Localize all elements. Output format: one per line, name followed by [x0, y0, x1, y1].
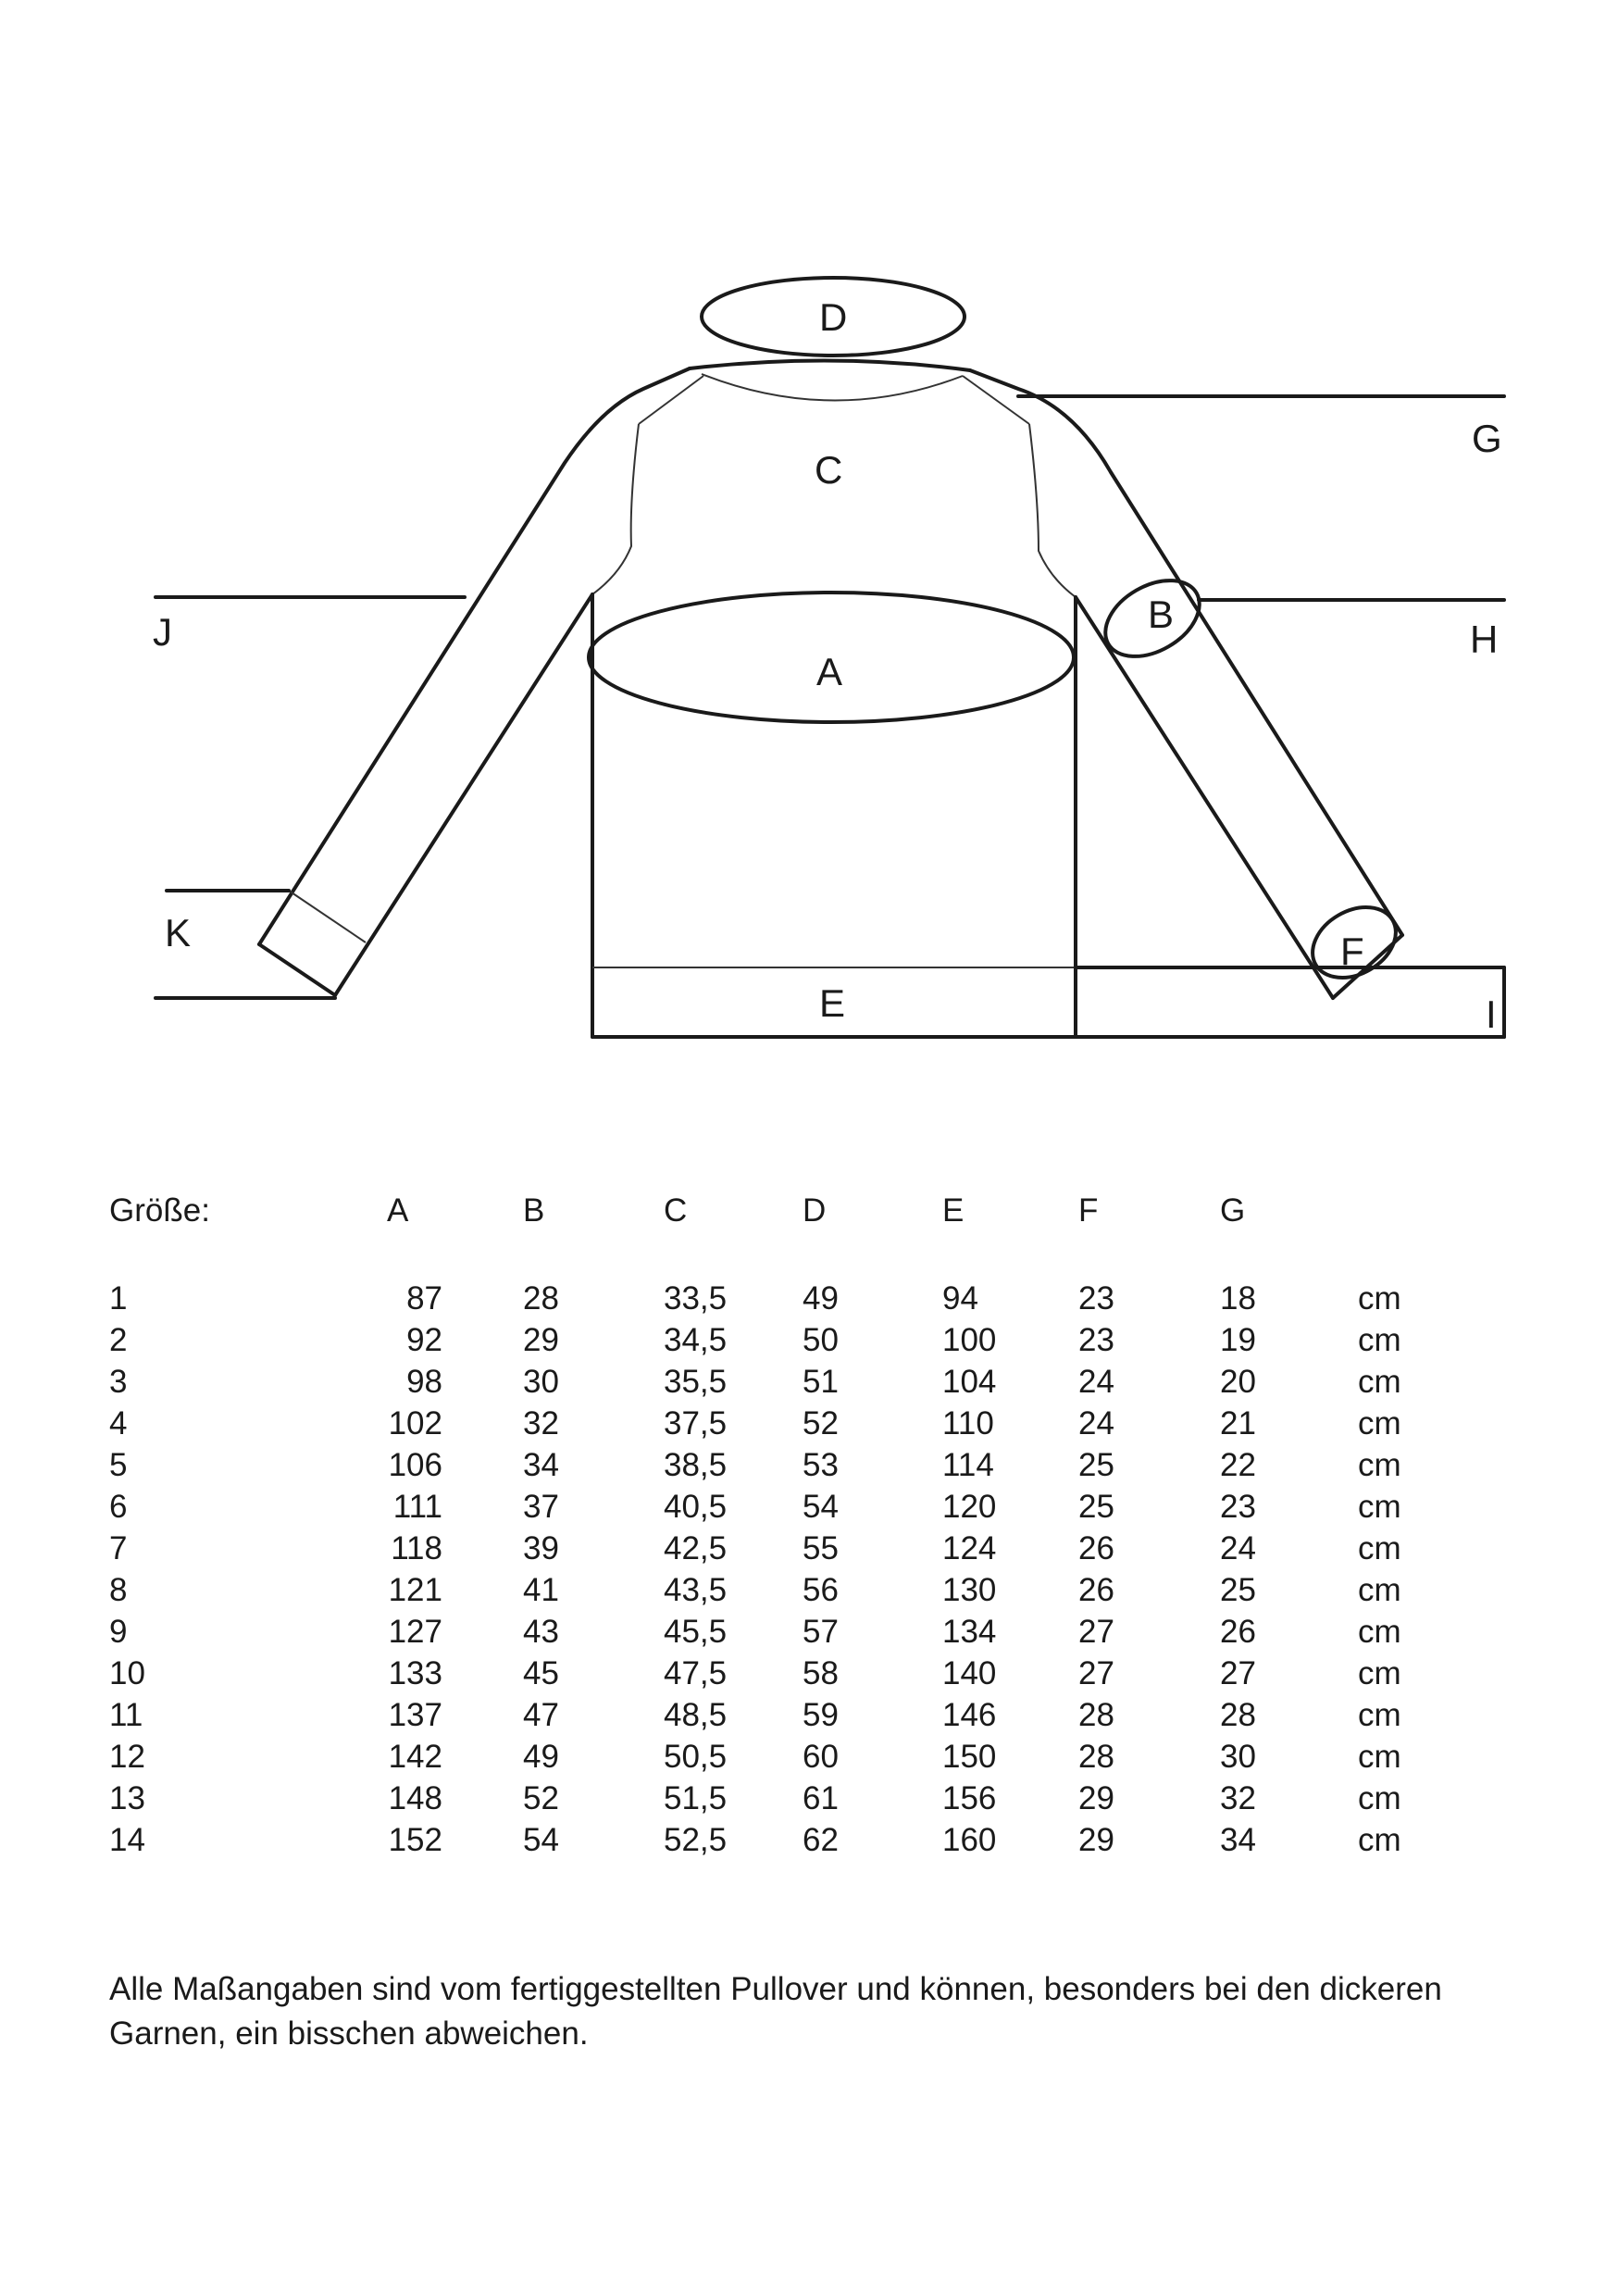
cell-d: 58 [803, 1655, 839, 1691]
cell-d: 50 [803, 1322, 839, 1358]
cell-unit: cm [1358, 1572, 1401, 1608]
label-a: A [816, 650, 843, 693]
cell-e: 160 [942, 1822, 997, 1858]
cell-d: 61 [803, 1780, 839, 1816]
cell-f: 25 [1078, 1489, 1114, 1525]
cell-d: 49 [803, 1280, 839, 1316]
cell-g: 27 [1220, 1655, 1256, 1691]
cell-a: 137 [388, 1697, 442, 1733]
cell-a: 87 [406, 1280, 442, 1316]
cell-unit: cm [1358, 1739, 1401, 1775]
cell-unit: cm [1358, 1655, 1401, 1691]
cell-d: 55 [803, 1530, 839, 1566]
cell-unit: cm [1358, 1405, 1401, 1441]
cell-b: 41 [523, 1572, 559, 1608]
cell-c: 34,5 [664, 1322, 728, 1358]
cell-a: 92 [406, 1322, 442, 1358]
cell-a: 121 [388, 1572, 442, 1608]
cell-unit: cm [1358, 1280, 1401, 1316]
cell-size: 10 [109, 1655, 145, 1691]
cell-e: 134 [942, 1614, 997, 1650]
cell-a: 142 [388, 1739, 442, 1775]
cell-f: 29 [1078, 1780, 1114, 1816]
cell-a: 98 [406, 1364, 442, 1400]
cell-f: 29 [1078, 1822, 1114, 1858]
table-row [0, 1736, 1618, 1778]
cell-g: 20 [1220, 1364, 1256, 1400]
cell-c: 48,5 [664, 1697, 728, 1733]
cell-size: 1 [109, 1280, 128, 1316]
cell-e: 110 [942, 1405, 994, 1441]
cell-size: 4 [109, 1405, 128, 1441]
cell-c: 37,5 [664, 1405, 728, 1441]
cell-g: 23 [1220, 1489, 1256, 1525]
cell-f: 26 [1078, 1530, 1114, 1566]
cell-g: 25 [1220, 1572, 1256, 1608]
table-row [0, 1653, 1618, 1694]
header-f: F [1078, 1192, 1099, 1229]
cell-size: 12 [109, 1739, 145, 1775]
cell-d: 56 [803, 1572, 839, 1608]
cell-f: 26 [1078, 1572, 1114, 1608]
cell-c: 40,5 [664, 1489, 728, 1525]
cell-e: 150 [942, 1739, 997, 1775]
cell-f: 27 [1078, 1614, 1114, 1650]
cell-unit: cm [1358, 1822, 1401, 1858]
label-k: K [165, 911, 192, 955]
measurement-note: Alle Maßangaben sind vom fertiggestellten Pullover und können, besonders bei den dickeren Garnen, ein bisschen abweichen. [109, 1971, 1442, 2052]
cell-a: 133 [388, 1655, 442, 1691]
cell-f: 23 [1078, 1280, 1114, 1316]
cell-e: 140 [942, 1655, 997, 1691]
cell-d: 62 [803, 1822, 839, 1858]
cell-size: 2 [109, 1322, 128, 1358]
cell-g: 32 [1220, 1780, 1256, 1816]
cell-unit: cm [1358, 1322, 1401, 1358]
left-armhole [592, 424, 639, 594]
cell-g: 30 [1220, 1739, 1256, 1775]
cell-c: 43,5 [664, 1572, 728, 1608]
cell-e: 146 [942, 1697, 997, 1733]
left-cuff-line [289, 891, 366, 942]
left-sleeve-inner [335, 594, 592, 995]
sweater-diagram [0, 0, 1618, 1111]
cell-d: 53 [803, 1447, 839, 1483]
table-row [0, 1611, 1618, 1653]
size-table-body [0, 1278, 1618, 1861]
cell-f: 28 [1078, 1697, 1114, 1733]
table-row [0, 1486, 1618, 1528]
cell-a: 111 [392, 1489, 442, 1525]
label-h: H [1470, 618, 1499, 661]
cell-g: 18 [1220, 1280, 1256, 1316]
header-e: E [942, 1192, 965, 1229]
raglan-right [963, 376, 1029, 424]
cell-size: 14 [109, 1822, 145, 1858]
cell-g: 26 [1220, 1614, 1256, 1650]
cell-b: 28 [523, 1280, 559, 1316]
collar-outline [690, 360, 970, 370]
cell-c: 35,5 [664, 1364, 728, 1400]
collar-inner [702, 374, 963, 401]
cell-e: 104 [942, 1364, 997, 1400]
header-d: D [803, 1192, 827, 1229]
cell-d: 54 [803, 1489, 839, 1525]
header-a: A [387, 1192, 409, 1229]
cell-c: 45,5 [664, 1614, 728, 1650]
cell-e: 120 [942, 1489, 997, 1525]
label-f: F [1340, 930, 1364, 973]
table-row [0, 1278, 1618, 1319]
raglan-left [639, 376, 703, 424]
cell-b: 47 [523, 1697, 559, 1733]
cell-c: 47,5 [664, 1655, 728, 1691]
cell-d: 51 [803, 1364, 839, 1400]
cell-d: 60 [803, 1739, 839, 1775]
table-row [0, 1569, 1618, 1611]
cell-size: 6 [109, 1489, 128, 1525]
header-c: C [664, 1192, 688, 1229]
cell-unit: cm [1358, 1364, 1401, 1400]
cell-d: 52 [803, 1405, 839, 1441]
cell-size: 9 [109, 1614, 128, 1650]
cell-e: 100 [942, 1322, 997, 1358]
cell-e: 94 [942, 1280, 978, 1316]
table-row [0, 1528, 1618, 1569]
cell-e: 114 [942, 1447, 994, 1483]
header-g: G [1220, 1192, 1246, 1229]
cell-f: 25 [1078, 1447, 1114, 1483]
cell-size: 3 [109, 1364, 128, 1400]
right-armhole [1029, 424, 1076, 597]
cell-unit: cm [1358, 1697, 1401, 1733]
cell-unit: cm [1358, 1780, 1401, 1816]
cell-c: 50,5 [664, 1739, 728, 1775]
cell-b: 52 [523, 1780, 559, 1816]
cell-f: 28 [1078, 1739, 1114, 1775]
cell-unit: cm [1358, 1489, 1401, 1525]
cell-a: 102 [388, 1405, 442, 1441]
cell-c: 38,5 [664, 1447, 728, 1483]
right-sleeve-inner [1076, 597, 1333, 998]
cell-d: 57 [803, 1614, 839, 1650]
cell-size: 11 [109, 1697, 143, 1733]
label-c: C [815, 448, 843, 492]
cell-a: 152 [388, 1822, 442, 1858]
cell-unit: cm [1358, 1530, 1401, 1566]
cell-size: 13 [109, 1780, 145, 1816]
table-row [0, 1361, 1618, 1403]
cell-f: 24 [1078, 1364, 1114, 1400]
cell-size: 7 [109, 1530, 128, 1566]
cell-e: 156 [942, 1780, 997, 1816]
cell-b: 29 [523, 1322, 559, 1358]
cell-b: 34 [523, 1447, 559, 1483]
cell-g: 21 [1220, 1405, 1256, 1441]
right-sleeve-outer [970, 370, 1402, 935]
cell-a: 127 [388, 1614, 442, 1650]
left-cuff-end [259, 944, 335, 995]
cell-b: 30 [523, 1364, 559, 1400]
cell-a: 148 [388, 1780, 442, 1816]
cell-b: 49 [523, 1739, 559, 1775]
cell-f: 24 [1078, 1405, 1114, 1441]
cell-c: 51,5 [664, 1780, 728, 1816]
cell-f: 27 [1078, 1655, 1114, 1691]
label-d: D [819, 295, 848, 339]
table-row [0, 1778, 1618, 1819]
header-size: Größe: [109, 1192, 210, 1229]
cell-a: 118 [391, 1530, 442, 1566]
cell-unit: cm [1358, 1447, 1401, 1483]
cell-unit: cm [1358, 1614, 1401, 1650]
table-row [0, 1819, 1618, 1861]
cell-g: 19 [1220, 1322, 1256, 1358]
left-sleeve-outer [259, 368, 690, 944]
cell-g: 24 [1220, 1530, 1256, 1566]
cell-a: 106 [388, 1447, 442, 1483]
cell-d: 59 [803, 1697, 839, 1733]
cell-b: 45 [523, 1655, 559, 1691]
cell-size: 8 [109, 1572, 128, 1608]
cell-c: 52,5 [664, 1822, 728, 1858]
cell-g: 34 [1220, 1822, 1256, 1858]
size-table-header [0, 1190, 1618, 1236]
label-g: G [1472, 417, 1502, 460]
cell-e: 130 [942, 1572, 997, 1608]
cell-g: 22 [1220, 1447, 1256, 1483]
table-row [0, 1444, 1618, 1486]
table-row [0, 1403, 1618, 1444]
cell-b: 32 [523, 1405, 559, 1441]
table-row [0, 1694, 1618, 1736]
cell-b: 43 [523, 1614, 559, 1650]
label-j: J [153, 610, 172, 654]
cell-g: 28 [1220, 1697, 1256, 1733]
cell-c: 33,5 [664, 1280, 728, 1316]
label-b: B [1148, 593, 1175, 636]
cell-b: 37 [523, 1489, 559, 1525]
label-i: I [1486, 992, 1497, 1036]
cell-b: 39 [523, 1530, 559, 1566]
label-e: E [819, 981, 846, 1025]
cell-f: 23 [1078, 1322, 1114, 1358]
cell-c: 42,5 [664, 1530, 728, 1566]
cell-size: 5 [109, 1447, 128, 1483]
cell-e: 124 [942, 1530, 997, 1566]
table-row [0, 1319, 1618, 1361]
header-b: B [523, 1192, 545, 1229]
cell-b: 54 [523, 1822, 559, 1858]
